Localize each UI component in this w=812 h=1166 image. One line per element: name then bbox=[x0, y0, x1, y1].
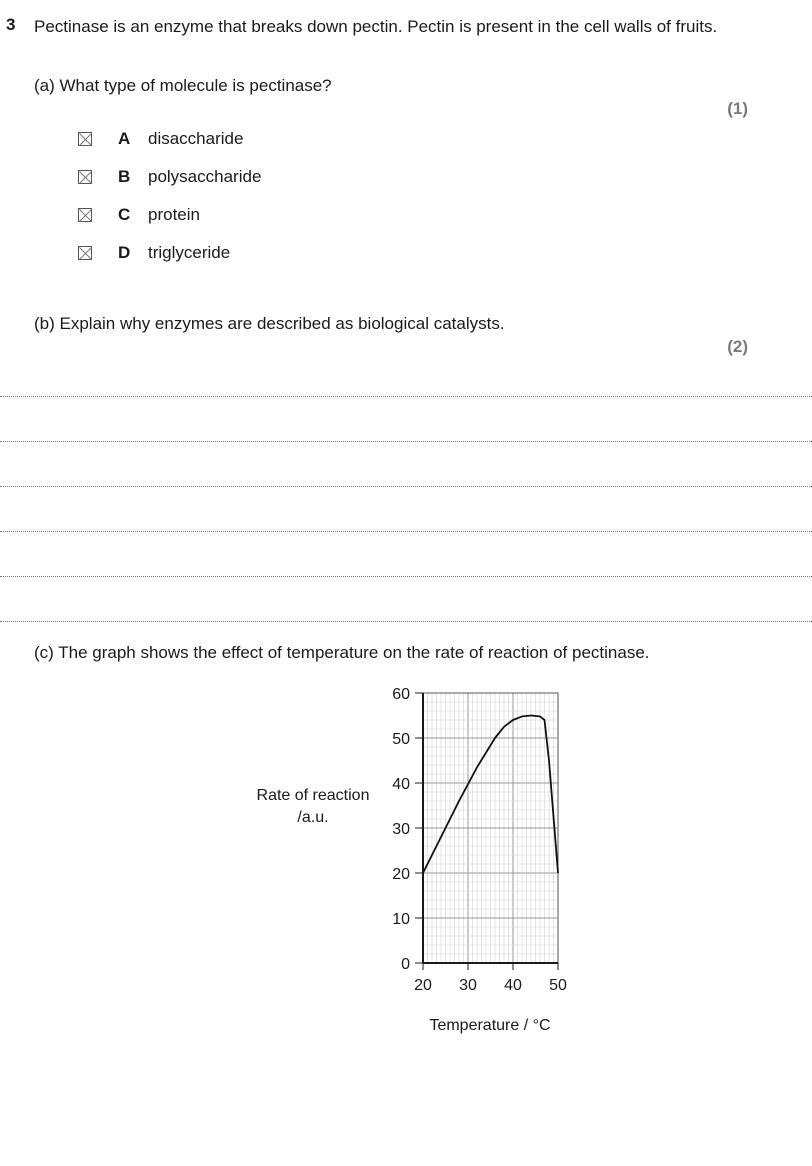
part-b-question: (b) Explain why enzymes are described as biological catalysts. bbox=[34, 314, 505, 333]
option-a-text: disaccharide bbox=[148, 129, 244, 148]
question-number: 3 bbox=[6, 15, 16, 34]
question-intro: Pectinase is an enzyme that breaks down pectin. Pectin is present in the cell walls of fruits. bbox=[34, 17, 718, 36]
x-tick-label: 30 bbox=[459, 977, 477, 994]
chart-grid bbox=[423, 693, 558, 963]
option-c-letter: C bbox=[118, 205, 131, 224]
x-tick-label: 50 bbox=[549, 977, 567, 994]
y-tick-label: 50 bbox=[392, 731, 410, 748]
chart-axes bbox=[392, 686, 567, 994]
x-tick-label: 20 bbox=[414, 977, 432, 994]
part-a-marks: (1) bbox=[727, 99, 748, 118]
option-c-text: protein bbox=[148, 205, 200, 224]
part-c-question: (c) The graph shows the effect of temperature on the rate of reaction of pectinase. bbox=[34, 643, 650, 662]
part-a-question: (a) What type of molecule is pectinase? bbox=[34, 76, 332, 95]
option-b-letter: B bbox=[118, 167, 131, 186]
part-b-marks: (2) bbox=[727, 337, 748, 356]
y-tick-label: 60 bbox=[392, 686, 410, 703]
option-a-letter: A bbox=[118, 129, 131, 148]
y-tick-label: 0 bbox=[401, 956, 410, 973]
y-tick-label: 10 bbox=[392, 911, 410, 928]
y-axis-label: Rate of reaction bbox=[256, 787, 370, 804]
y-tick-label: 40 bbox=[392, 776, 410, 793]
option-d-text: triglyceride bbox=[148, 243, 231, 262]
x-tick-label: 40 bbox=[504, 977, 522, 994]
y-tick-label: 20 bbox=[392, 866, 410, 883]
x-axis-label: Temperature / °C bbox=[429, 1017, 551, 1034]
option-b-text: polysaccharide bbox=[148, 167, 262, 186]
y-tick-label: 30 bbox=[392, 821, 410, 838]
y-axis-label-unit: /a.u. bbox=[297, 809, 329, 826]
option-d-letter: D bbox=[118, 243, 131, 262]
